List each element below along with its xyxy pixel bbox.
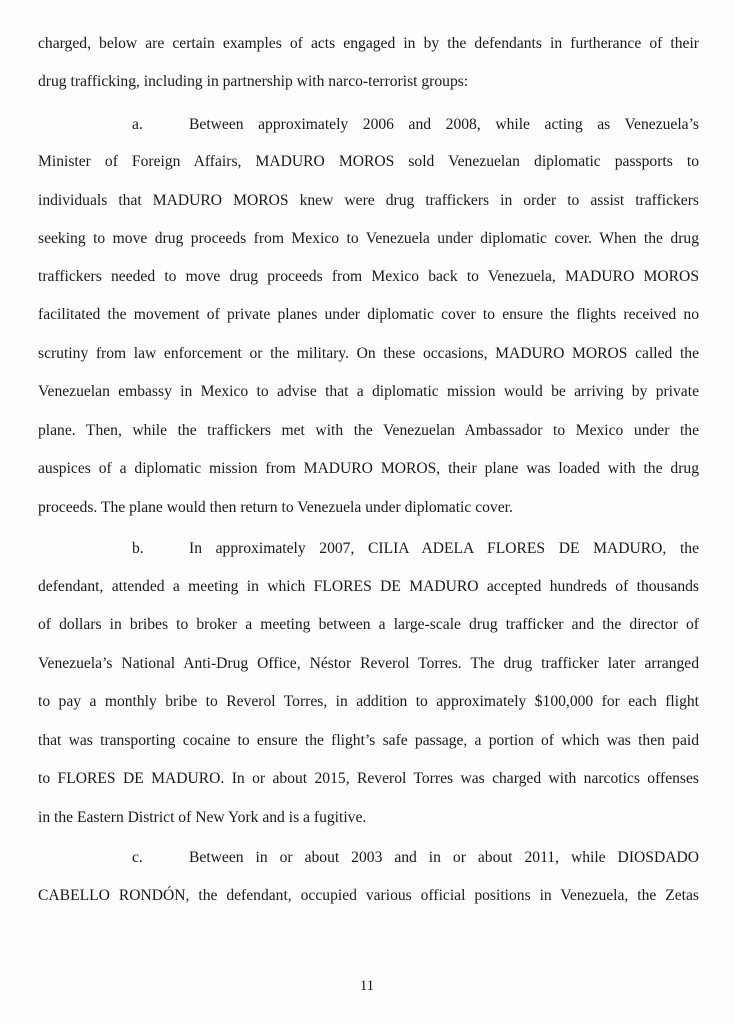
paragraph-a-first-line — [132, 115, 699, 135]
text-line: in the Eastern District of New York and is a fugitive. — [38, 809, 367, 826]
text-line: charged, below are certain examples of acts engaged in by the defendants in furtherance of their — [38, 35, 699, 52]
text-line: drug trafficking, including in partnership with narco-terrorist groups: — [38, 73, 469, 90]
text-line: Venezuelan embassy in Mexico to advise that a diplomatic mission would be arriving by private — [38, 383, 699, 400]
text-segment: In approximately 2007, CILIA ADELA FLORES DE MADURO, the — [189, 540, 699, 557]
paragraph-letter-b: b. — [132, 540, 144, 557]
text-line: Venezuela’s National Anti-Drug Office, Néstor Reverol Torres. The drug trafficker later arranged — [38, 655, 699, 672]
text-line: of dollars in bribes to broker a meeting between a large-scale drug trafficker and the director of — [38, 616, 699, 633]
text-line: individuals that MADURO MOROS knew were drug traffickers in order to assist traffickers — [38, 192, 699, 209]
text-line: to pay a monthly bribe to Reverol Torres, in addition to approximately $100,000 for each flight — [38, 693, 699, 710]
paragraph-letter-c: c. — [132, 849, 143, 866]
paragraph-b-first-line — [132, 539, 699, 559]
text-line: CABELLO RONDÓN, the defendant, occupied various official positions in Venezuela, the Zetas — [38, 887, 699, 904]
page-number: 11 — [360, 978, 374, 994]
text-line: Minister of Foreign Affairs, MADURO MOROS sold Venezuelan diplomatic passports to — [38, 153, 699, 170]
text-segment: Between in or about 2003 and in or about 2011, while DIOSDADO — [189, 849, 699, 866]
text-segment: Between approximately 2006 and 2008, while acting as Venezuela’s — [189, 116, 699, 133]
text-line: defendant, attended a meeting in which FLORES DE MADURO accepted hundreds of thousands — [38, 578, 699, 595]
text-line: plane. Then, while the traffickers met with the Venezuelan Ambassador to Mexico under the — [38, 422, 699, 439]
text-line: that was transporting cocaine to ensure the flight’s safe passage, a portion of which was then paid — [38, 732, 699, 749]
paragraph-c-first-line — [132, 848, 699, 868]
text-line: to FLORES DE MADURO. In or about 2015, Reverol Torres was charged with narcotics offenses — [38, 770, 699, 787]
text-line: seeking to move drug proceeds from Mexico to Venezuela under diplomatic cover. When the drug — [38, 230, 699, 247]
paragraph-letter-a: a. — [132, 116, 143, 133]
text-line: facilitated the movement of private planes under diplomatic cover to ensure the flights received no — [38, 306, 699, 323]
text-line: proceeds. The plane would then return to Venezuela under diplomatic cover. — [38, 499, 513, 516]
text-line: auspices of a diplomatic mission from MADURO MOROS, their plane was loaded with the drug — [38, 460, 699, 477]
text-line: scrutiny from law enforcement or the military. On these occasions, MADURO MOROS called the — [38, 345, 699, 362]
text-line: traffickers needed to move drug proceeds from Mexico back to Venezuela, MADURO MOROS — [38, 268, 699, 285]
